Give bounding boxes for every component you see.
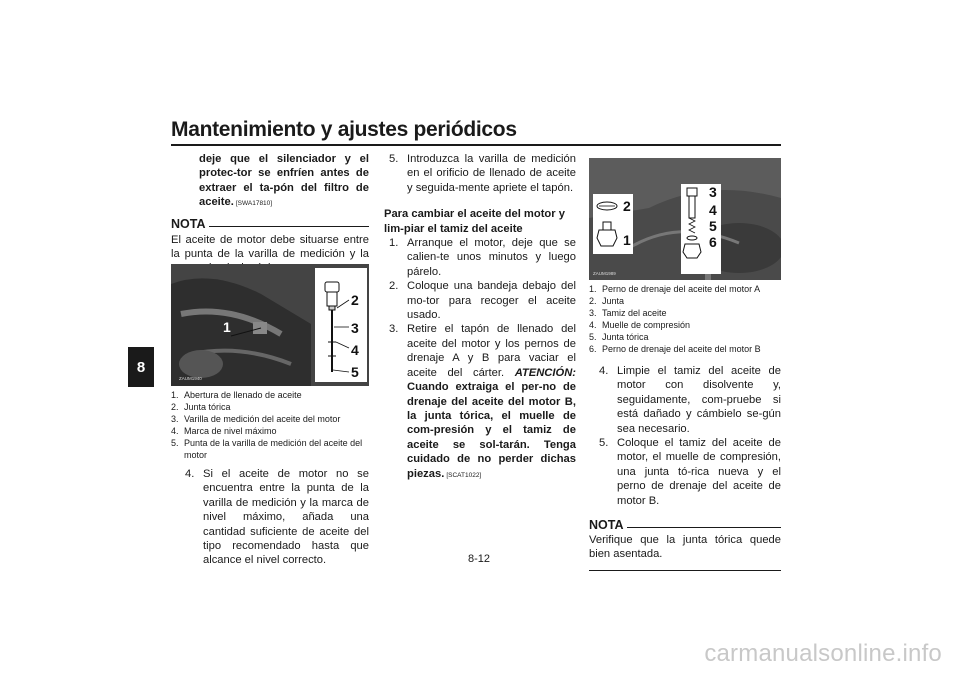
list-item: 5. Junta tórica xyxy=(589,332,649,342)
atencion-text: Cuando extraiga el per-no de drenaje del aceite del motor B, la junta tórica, el muelle de com-presión y el tamiz de aceite se sol-tarán. Tenga cuidado de no perder dichas piezas. xyxy=(407,381,576,480)
steps-list-2a xyxy=(384,152,576,195)
callout-2: 2 xyxy=(623,198,631,214)
figure-1-caption xyxy=(171,389,369,461)
list-item: 3. Tamiz del aceite xyxy=(589,308,667,318)
list-item: 2. Junta tórica xyxy=(171,402,231,412)
figure-oil-dipstick xyxy=(171,264,369,386)
column-2 xyxy=(384,152,576,483)
figure-illustration xyxy=(171,264,369,386)
callout-5: 5 xyxy=(709,218,717,234)
steps-list-1 xyxy=(171,467,369,568)
warning-continuation: deje que el silenciador y el protec-tor se enfríen antes de extraer el ta-pón del filtro de aceite. [SWA17810] xyxy=(199,153,369,209)
callout-4: 4 xyxy=(709,202,717,218)
callout-6: 6 xyxy=(709,234,717,250)
steps-list-3 xyxy=(589,364,781,508)
nota-heading-2: NOTA xyxy=(589,517,781,533)
page-title: Mantenimiento y ajustes periódicos xyxy=(171,118,517,141)
step-2: 2. Coloque una bandeja debajo del mo-tor para recoger el aceite usado. xyxy=(389,280,576,322)
section-heading: Para cambiar el aceite del motor y lim-piar el tamiz del aceite xyxy=(384,208,565,235)
figure-drain-bolts xyxy=(589,158,781,280)
callout-4: 4 xyxy=(351,342,359,358)
column-1-lower xyxy=(171,389,369,568)
atencion-label: ATENCIÓN: xyxy=(514,366,577,379)
watermark: carmanualsonline.info xyxy=(704,640,942,667)
list-item: 3. Varilla de medición del aceite del motor xyxy=(171,414,341,424)
list-item: 1. Abertura de llenado de aceite xyxy=(171,390,302,400)
figure-code-2: ZAUM1989 xyxy=(593,271,616,276)
step-5: 5. Coloque el tamiz del aceite de motor, el muelle de compresión, una junta tó-rica nueva y el perno de drenaje del aceite de motor B. xyxy=(599,437,781,507)
step-4: 4. Limpie el tamiz del aceite de motor con disolvente y, seguidamente, com-pruebe si está dañado y cámbielo se-gún sea necesario. xyxy=(599,365,781,435)
callout-3: 3 xyxy=(709,184,717,200)
column-3 xyxy=(589,283,781,571)
chapter-tab: 8 xyxy=(128,347,154,387)
nota-heading: NOTA xyxy=(171,217,369,233)
figure-2-caption xyxy=(589,283,781,355)
list-item: 6. Perno de drenaje del aceite del motor B xyxy=(589,344,761,354)
page-number: 8-12 xyxy=(468,553,491,565)
callout-1: 1 xyxy=(623,232,631,248)
title-rule xyxy=(171,144,781,146)
figure-illustration-2 xyxy=(589,158,781,280)
nota-end-rule-2 xyxy=(589,570,781,571)
list-item: 1. Perno de drenaje del aceite del motor A xyxy=(589,284,761,294)
steps-list-2b xyxy=(384,236,576,483)
nota-text: El aceite de motor debe situarse entre la punta de la varilla de medición y la xyxy=(171,233,369,261)
callout-2: 2 xyxy=(351,292,359,308)
step-3: 3. Retire el tapón de llenado del aceite del motor y los pernos de drenaje A y B para vaciar el aceite del cárter. ATENCIÓN: Cuando extraiga el per-no de drenaje del aceite del motor B, la junta tórica, el muelle de com-presión y el tamiz de aceite se sol-tarán. Tenga cuidado de no perder dichas piezas. [SCAT1022] xyxy=(389,323,577,480)
list-item: 2. Junta xyxy=(589,296,625,306)
figure-code: ZAUM1940 xyxy=(179,376,202,381)
nota-text-2: Verifique que la junta tórica quede bien asentada. xyxy=(589,534,781,561)
atencion-ref: [SCAT1022] xyxy=(446,471,482,479)
callout-1: 1 xyxy=(223,319,231,335)
callout-3: 3 xyxy=(351,320,359,336)
list-item: 5. Punta de la varilla de medición del aceite del motor xyxy=(171,438,363,460)
callout-5: 5 xyxy=(351,364,359,380)
list-item: 4. Marca de nivel máximo xyxy=(171,426,277,436)
list-item: 4. Muelle de compresión xyxy=(589,320,691,330)
step-1: 1. Arranque el motor, deje que se calien-te unos minutos y luego párelo. xyxy=(389,237,576,278)
step-5: 5. Introduzca la varilla de medición en el orificio de llenado de aceite y seguida-mente apriete el tapón. xyxy=(389,153,576,194)
warning-ref: [SWA17810] xyxy=(235,200,273,208)
step-4: 4. Si el aceite de motor no se encuentra entre la punta de la varilla de medición y la marca de nivel máximo, añada una cantidad suficiente de aceite del tipo recomendado hasta que alcance el nivel correcto. xyxy=(185,468,369,567)
